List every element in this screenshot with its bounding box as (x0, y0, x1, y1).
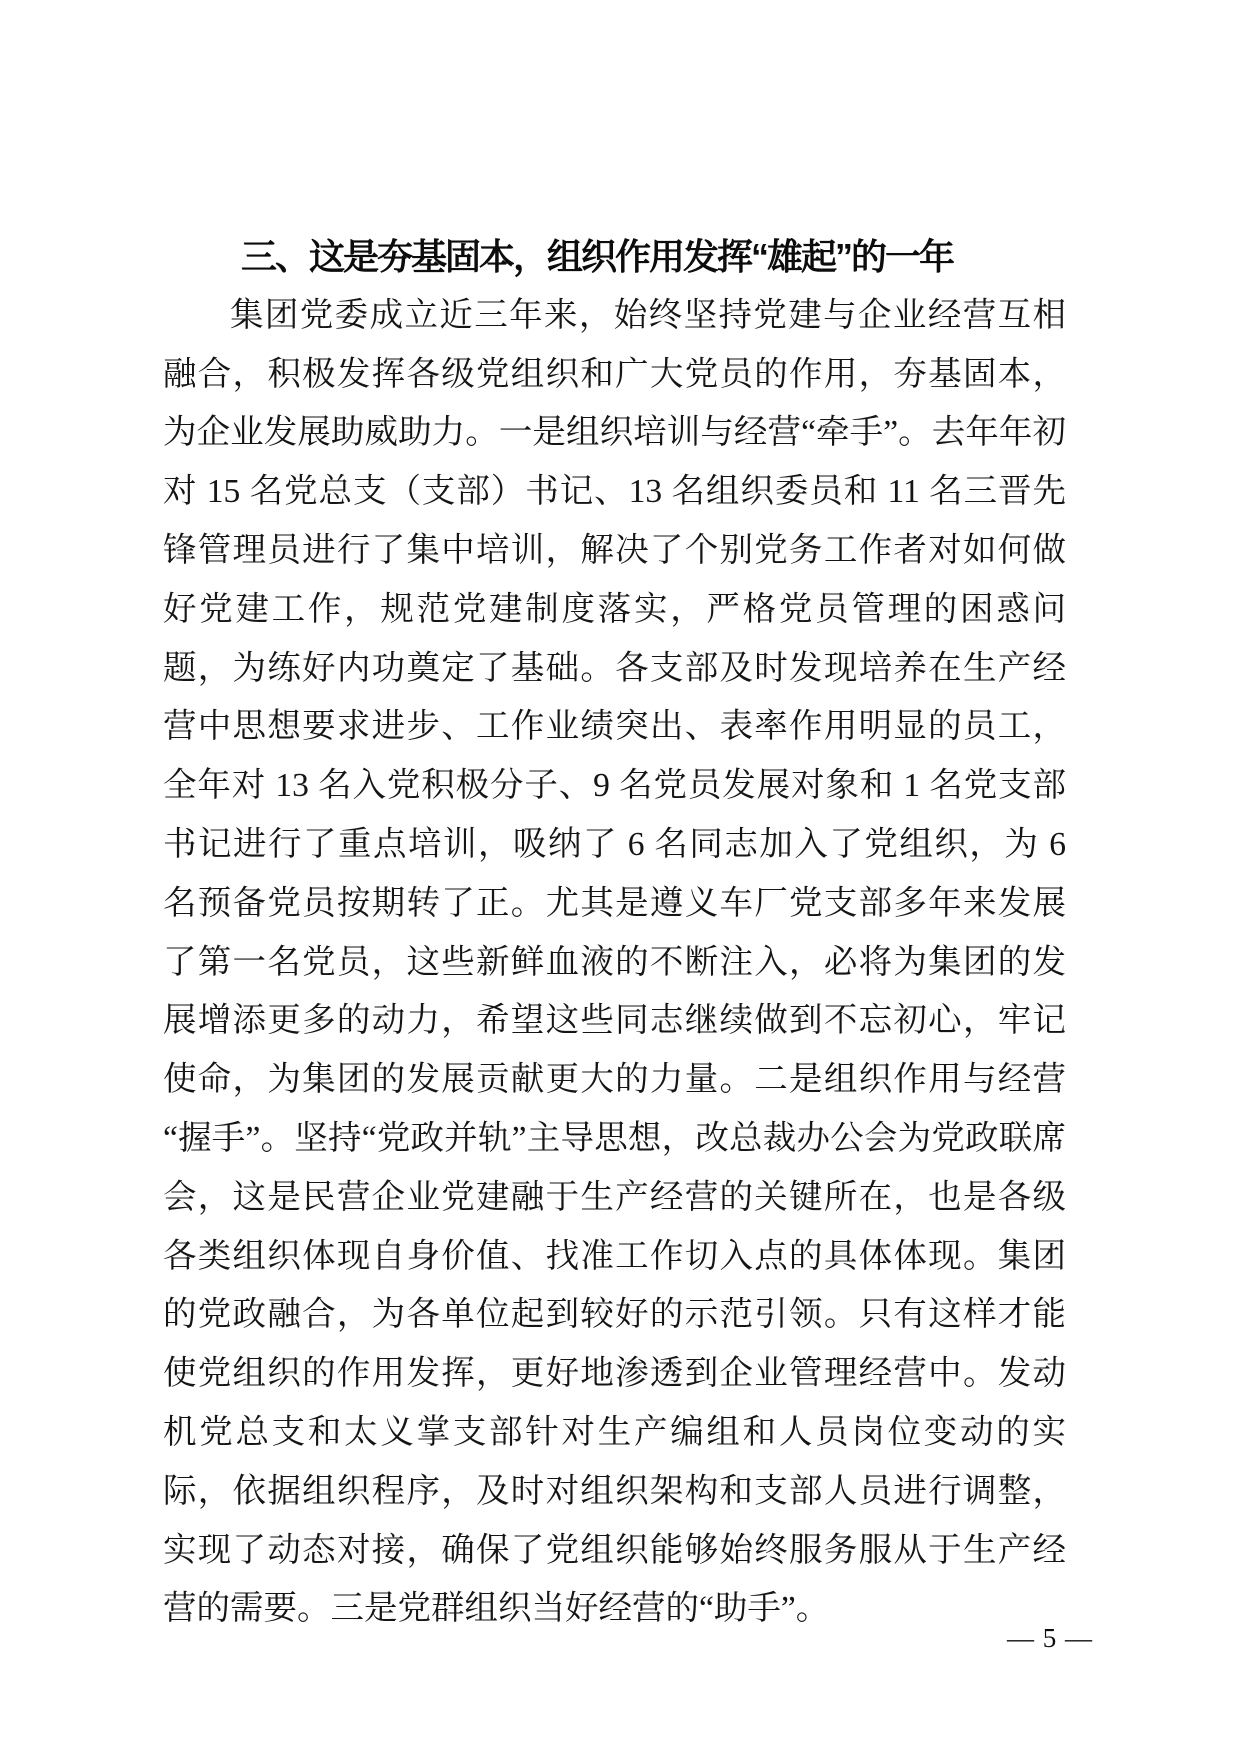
body-paragraph: 集团党委成立近三年来，始终坚持党建与企业经营互相融合，积极发挥各级党组织和广大党员的作用，夯基固本，为企业发展助威助力。一是组织培训与经营“牵手”。去年年初对 15 名党总支（支部）书记、13 名组织委员和 11 名三晋先锋管理员进行了集中培训，解决了个别党务工作者对如何做好党建工作，规范党建制度落实，严格党员管理的困惑问题，为练好内功奠定了基础。各支部及时发现培养在生产经营中思想要求进步、工作业绩突出、表率作用明显的员工，全年对 13 名入党积极分子、9 名党员发展对象和 1 名党支部书记进行了重点培训，吸纳了 6 名同志加入了党组织，为 6 名预备党员按期转了正。尤其是遵义车厂党支部多年来发展了第一名党员，这些新鲜血液的不断注入，必将为集团的发展增添更多的动力，希望这些同志继续做到不忘初心，牢记使命，为集团的发展贡献更大的力量。二是组织作用与经营“握手”。坚持“党政并轨”主导思想，改总裁办公会为党政联席会，这是民营企业党建融于生产经营的关键所在，也是各级各类组织体现自身价值、找准工作切入点的具体体现。集团的党政融合，为各单位起到较好的示范引领。只有这样才能使党组织的作用发挥，更好地渗透到企业管理经营中。发动机党总支和太义掌支部针对生产编组和人员岗位变动的实际，依据组织程序，及时对组织架构和支部人员进行调整，实现了动态对接，确保了党组织能够始终服务服从于生产经营的需要。三是党群组织当好经营的“助手”。 (163, 296, 1066, 1628)
document-content (163, 228, 1066, 1639)
section-heading: 三、这是夯基固本，组织作用发挥“雄起”的一年 (241, 236, 954, 277)
page-number: — 5 — (1007, 1623, 1093, 1653)
